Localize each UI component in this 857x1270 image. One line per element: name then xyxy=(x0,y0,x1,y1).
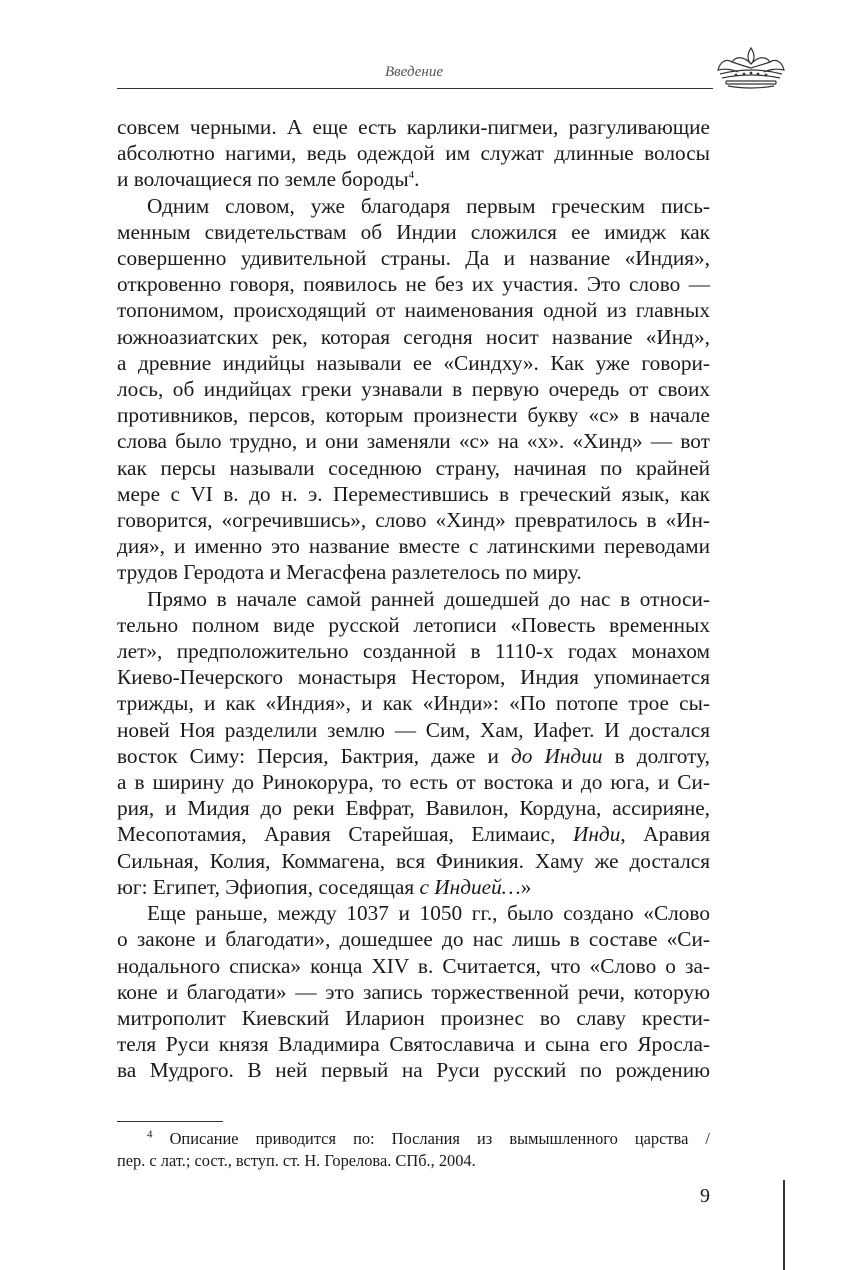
footnote-line: пер. с лат.; сост., вступ. ст. Н. Горелова. СПб., 2004. xyxy=(117,1151,476,1170)
text-line: лет», предположительно созданной в 1110-х годах монахом xyxy=(117,639,710,664)
page-number: 9 xyxy=(700,1185,710,1207)
text-line: трудов Геродота и Мегасфена разлетелось по миру. xyxy=(117,560,582,585)
text-line: Одним словом, уже благодаря первым греческим пись- xyxy=(147,193,710,218)
text-line: и волочащиеся по земле бороды$^4$. xyxy=(117,167,420,192)
text-line: восток Симу: Персия, Бактрия, даже и до Индии в долготу, xyxy=(117,743,711,768)
text-line: менным свидетельствам об Индии сложился ее имидж как xyxy=(117,219,710,244)
paragraph-1 xyxy=(117,114,710,193)
text-line: коне и благодати» — это запись торжественной речи, которую xyxy=(117,979,710,1004)
text-line: мере с VI в. до н. э. Переместившись в греческий язык, как xyxy=(117,481,710,506)
text-line: дия», и именно это название вместе с латинскими переводами xyxy=(117,534,710,559)
footnote-number: 4 xyxy=(147,1128,153,1141)
text-line: трижды, и как «Индия», и как «Инди»: «По потопе трое сы- xyxy=(117,691,710,716)
text-line: о законе и благодати», дошедшее до нас лишь в составе «Си- xyxy=(117,927,710,952)
footnote-line: $^4$ Описание приводится по: Послания из вымышленного царства / xyxy=(147,1128,710,1148)
text-line: южноазиатских рек, которая сегодня носит название «Инд», xyxy=(117,324,710,349)
header-rule xyxy=(117,88,713,89)
text-line: теля Руси князя Владимира Святославича и сына его Яросла- xyxy=(117,1032,710,1057)
paragraph-3 xyxy=(117,586,710,900)
text-line: слова было трудно, и они заменяли «с» на «х». «Хинд» — вот xyxy=(117,429,710,454)
text-line: как персы называли соседнюю страну, начиная по крайней xyxy=(117,455,710,480)
text-line: новей Ноя разделили землю — Сим, Хам, Иафет. И достался xyxy=(117,717,710,742)
text-line: Еще раньше, между 1037 и 1050 гг., было создано «Слово xyxy=(147,901,710,926)
footnote-rule xyxy=(117,1121,223,1122)
margin-rule xyxy=(783,1180,785,1270)
text-line: говорится, «огречившись», слово «Хинд» превратилось в «Ин- xyxy=(117,508,710,533)
text-line: совсем черными. А еще есть карлики-пигмеи, разгуливающие xyxy=(117,115,710,139)
text-line: Месопотамия, Аравия Старейшая, Елимаис, Инди, Аравия xyxy=(117,822,710,847)
text-line: нодального списка» конца XIV в. Считается, что «Слово о за- xyxy=(117,953,710,978)
text-line: откровенно говоря, появилось не без их участия. Это слово — xyxy=(117,272,710,297)
running-header: Введение xyxy=(385,64,443,80)
text-line: юг: Египет, Эфиопия, соседящая с Индией…» xyxy=(117,874,532,899)
text-line: Сильная, Колия, Коммагена, вся Финикия. Хаму же достался xyxy=(117,848,710,873)
text-line: абсолютно нагими, ведь одеждой им служат длинные волосы xyxy=(117,141,710,166)
text-line: митрополит Киевский Иларион произнес во славу крести- xyxy=(117,1005,710,1030)
footnote xyxy=(117,1128,710,1172)
paragraph-2 xyxy=(117,193,710,586)
text-line: топонимом, происходящий от наименования одной из главных xyxy=(117,298,710,323)
text-line: противников, персов, которым произнести букву «с» в начале xyxy=(117,403,710,428)
text-line: а в ширину до Ринокорура, то есть от востока и до юга, и Си- xyxy=(117,770,710,795)
lotus-ornament-icon xyxy=(716,44,786,90)
text-line: лось, об индийцах греки узнавали в первую очередь от своих xyxy=(117,377,710,402)
paragraph-4 xyxy=(117,900,710,1083)
text-line: тельно полном виде русской летописи «Повесть временных xyxy=(117,612,710,637)
footnote-ref[interactable]: 4 xyxy=(408,169,415,182)
text-line: рия, и Мидия до реки Евфрат, Вавилон, Кордуна, ассирияне, xyxy=(117,796,710,821)
text-line: Прямо в начале самой ранней дошедшей до нас в относи- xyxy=(147,586,710,611)
body-text xyxy=(117,114,710,1084)
text-line: а древние индийцы называли ее «Синдху». Как уже говори- xyxy=(117,350,710,375)
text-line: совершенно удивительной страны. Да и название «Индия», xyxy=(117,246,710,271)
text-line: ва Мудрого. В ней первый на Руси русский по рождению xyxy=(117,1058,710,1083)
text-line: Киево-Печерского монастыря Нестором, Индия упоминается xyxy=(117,665,710,690)
